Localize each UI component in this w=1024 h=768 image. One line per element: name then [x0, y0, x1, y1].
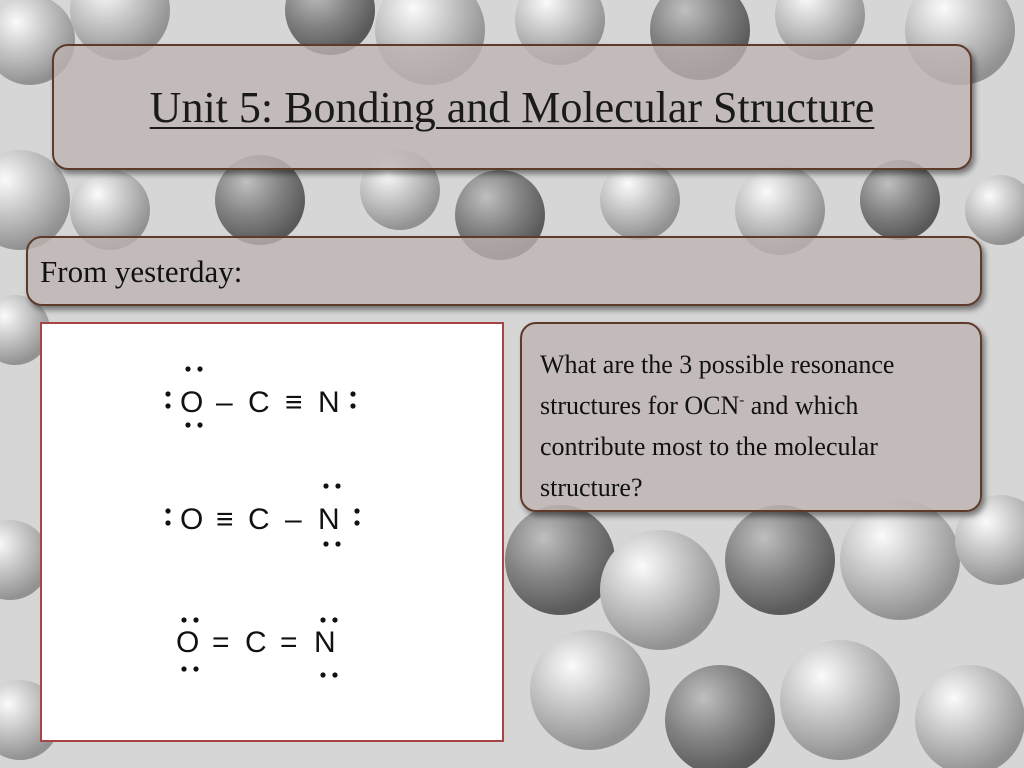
subtitle-box — [26, 236, 982, 306]
bond: ≡ — [285, 386, 303, 419]
title-box — [52, 44, 972, 170]
bond: ≡ — [216, 503, 234, 536]
resonance-structure-1 — [165, 366, 355, 427]
slide-subtitle: From yesterday: — [40, 254, 243, 289]
bond: = — [280, 626, 298, 659]
atom-o: O — [180, 386, 204, 419]
atom-n: N — [314, 626, 336, 659]
resonance-structure-2 — [165, 483, 359, 546]
bond: = — [212, 626, 230, 659]
bond: – — [216, 386, 233, 419]
slide-title: Unit 5: Bonding and Molecular Structure — [149, 83, 875, 132]
atom-n: N — [318, 386, 340, 419]
atom-c: C — [245, 626, 267, 659]
atom-o: O — [180, 503, 204, 536]
atom-n: N — [318, 503, 340, 536]
charge-superscript: - — [739, 392, 745, 409]
atom-c: C — [248, 386, 270, 419]
atom-o: O — [176, 626, 200, 659]
bond: – — [285, 503, 302, 536]
resonance-structure-3 — [176, 617, 338, 677]
question-box — [520, 322, 982, 512]
question-text: What are the 3 possible resonance structures for OCN- and which contribute most to the molecular structure? — [540, 350, 895, 502]
resonance-structures-panel — [40, 322, 504, 742]
atom-c: C — [248, 503, 270, 536]
